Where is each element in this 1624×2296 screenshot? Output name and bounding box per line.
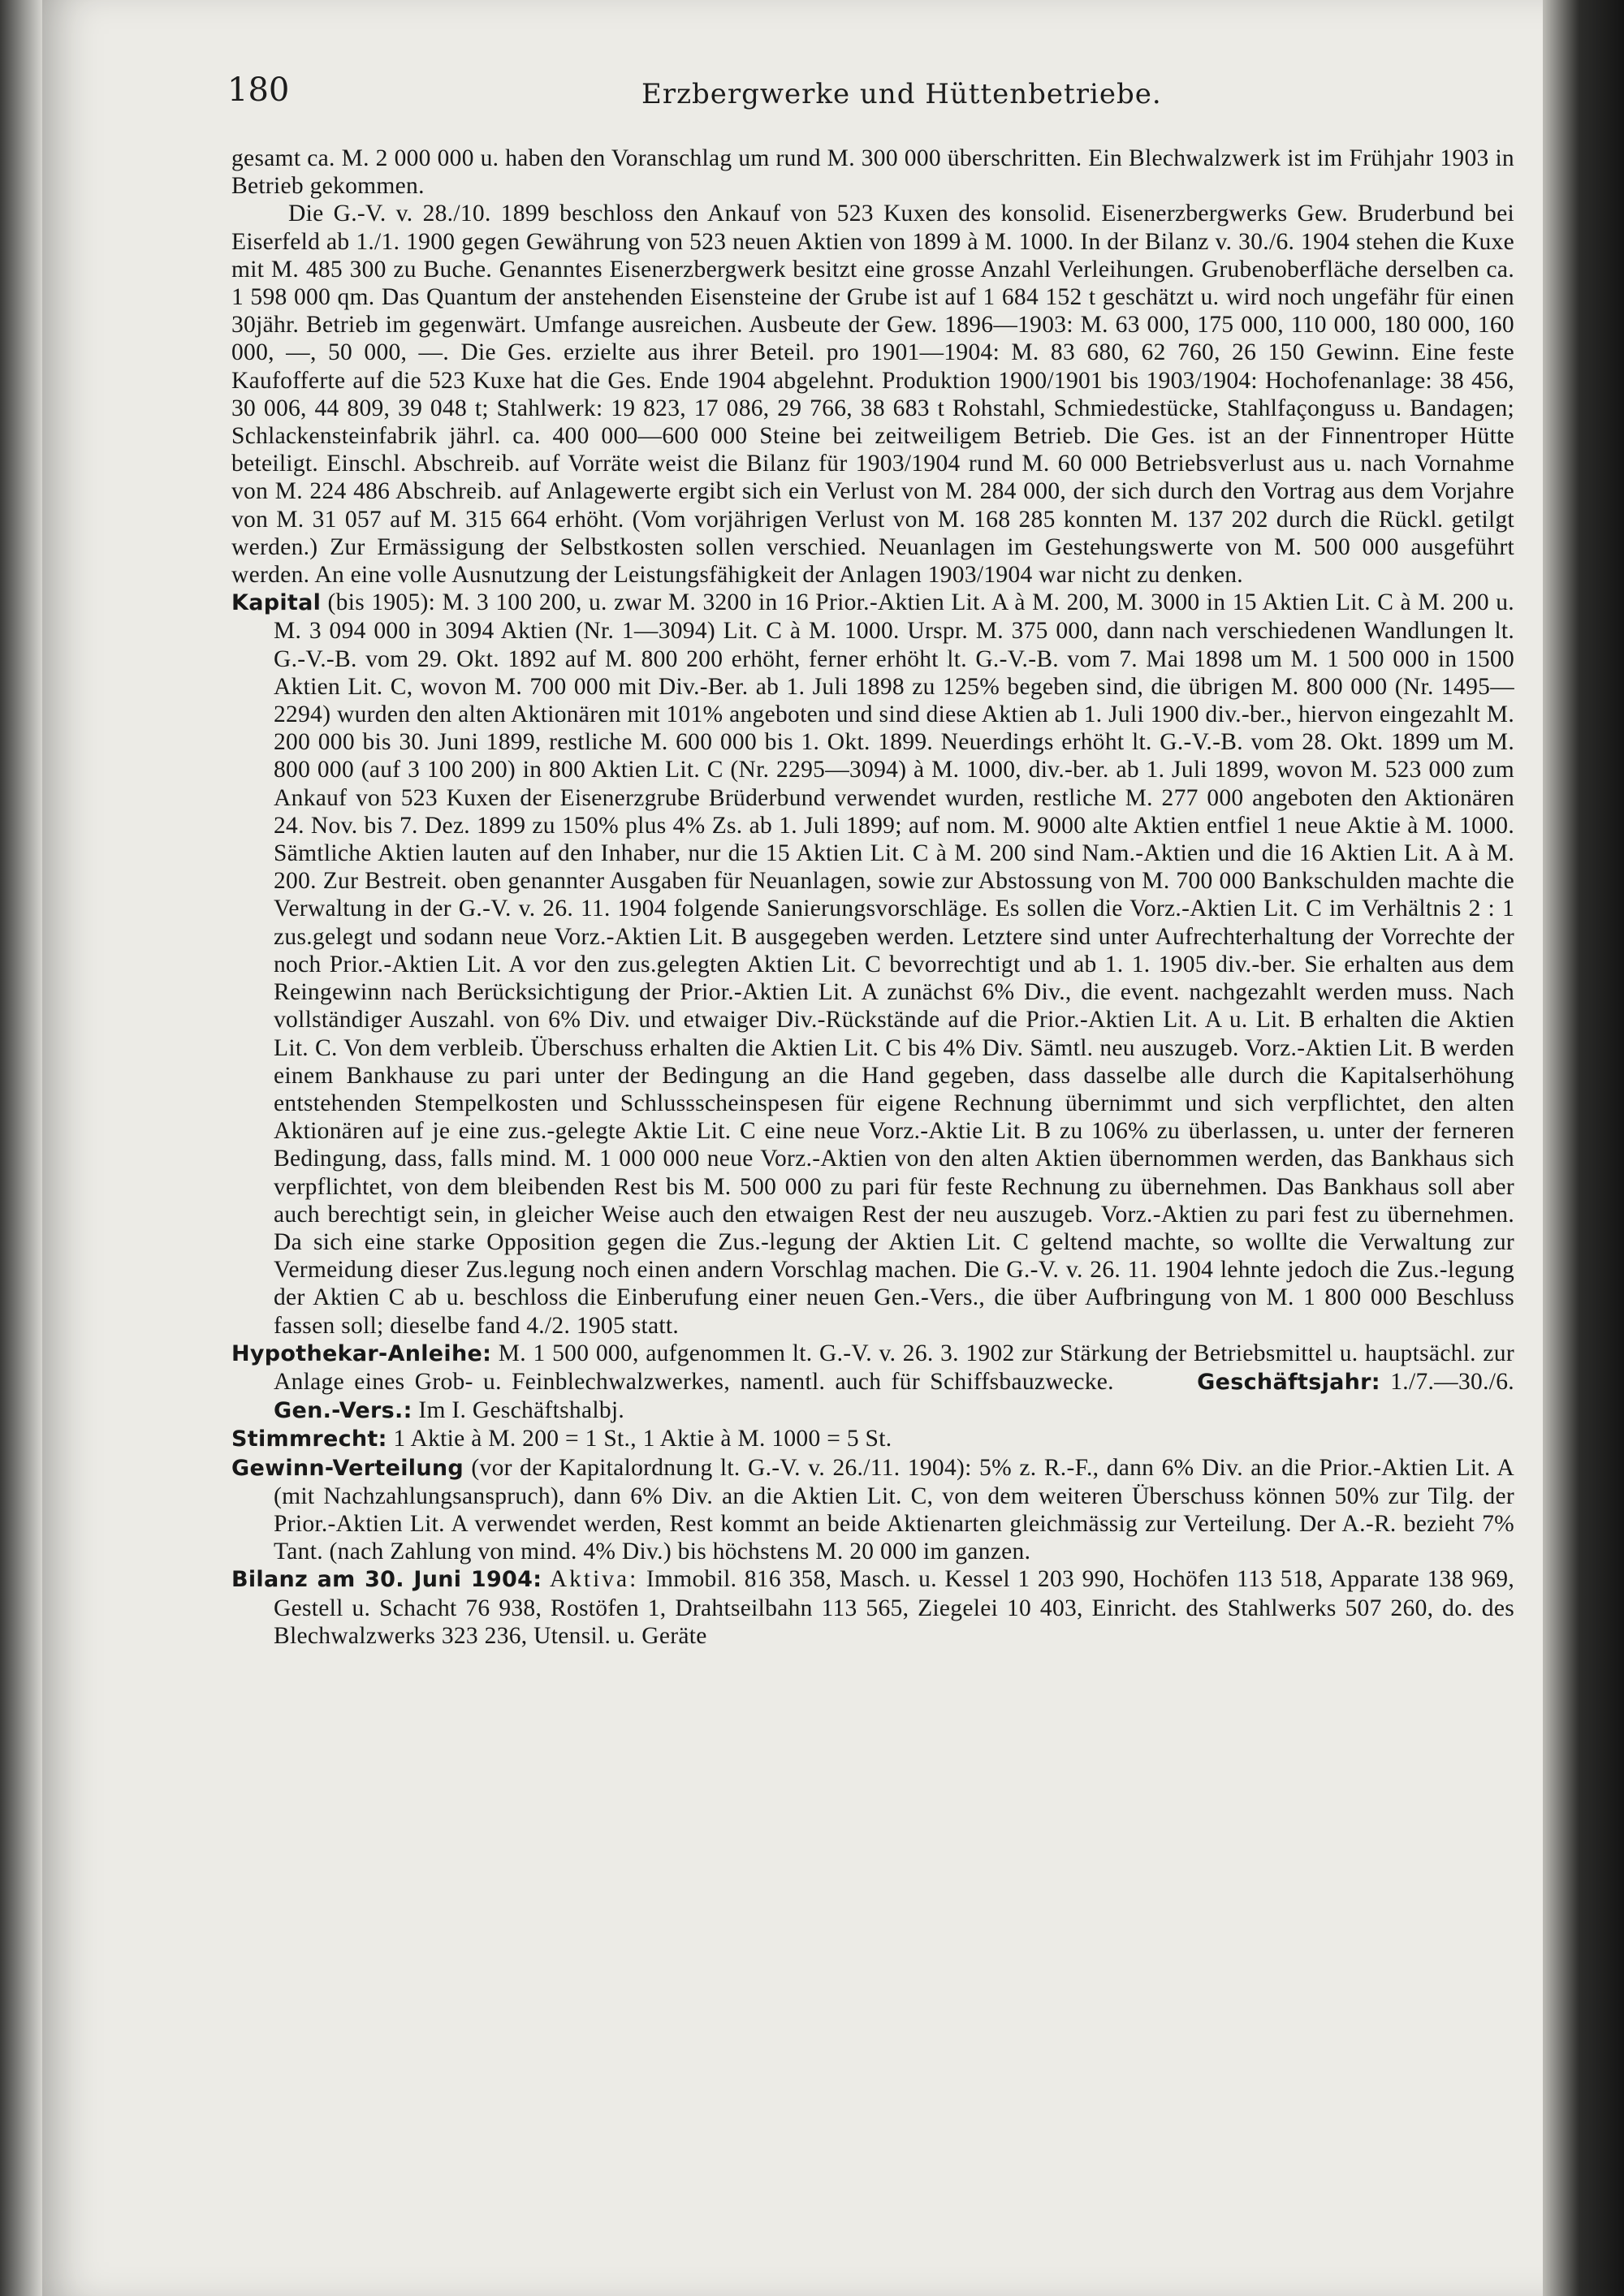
- gewinn-section: [231, 1454, 1514, 1566]
- bilanz-text: Immobil. 816 358, Masch. u. Kessel 1 203 990, Hochöfen 113 518, Apparate 138 969, Gestell u. Schacht 76 938, Rostöfen 1, Drahtseilbahn 113 565, Ziegelei 10 403, Einricht. des Stahlwerks 507 260, do. des Blechwalzwerks 323 236, Utensil. u. Geräte: [274, 1566, 1514, 1649]
- geschaeftsjahr-heading: Geschäftsjahr:: [1197, 1369, 1380, 1395]
- hypothekar-heading: Hypothekar-Anleihe:: [231, 1340, 492, 1366]
- geschaeftsjahr-text: 1./7.—30./6.: [1390, 1368, 1514, 1395]
- aktiva-label: Aktiva:: [549, 1566, 639, 1593]
- gv-paragraph: Die G.-V. v. 28./10. 1899 beschloss den Ankauf von 523 Kuxen des konsolid. Eisenerzbergwerks Gew. Bruderbund bei Eiserfeld ab 1./1. 1900 gegen Gewährung von 523 neuen Aktien von 1899 à M. 1000. In der Bilanz v. 30./6. 1904 stehen die Kuxe mit M. 485 300 zu Buche. Genanntes Eisenerzbergwerk besitzt eine grosse Anzahl Verleihungen. Grubenoberfläche derselben ca. 1 598 000 qm. Das Quantum der anstehenden Eisensteine der Grube ist auf 1 684 152 t geschätzt u. wird noch ungefähr für einen 30jähr. Betrieb im gegenwärt. Umfange ausreichen. Ausbeute der Gew. 1896—1903: M. 63 000, 175 000, 110 000, 180 000, 160 000, —, 50 000, —. Die Ges. erzielte aus ihrer Beteil. pro 1901—1904: M. 83 680, 62 760, 26 150 Gewinn. Eine feste Kaufofferte auf die 523 Kuxe hat die Ges. Ende 1904 abgelehnt. Produktion 1900/1901 bis 1903/1904: Hochofenanlage: 38 456, 30 006, 44 809, 39 048 t; Stahlwerk: 19 823, 17 086, 29 766, 38 683 t Rohstahl, Schmiedestücke, Stahlfaçonguss u. Bandagen; Schlackensteinfabrik jährl. ca. 400 000—600 000 Steine bei zeitweiligem Betrieb. Die Ges. ist an der Finnentroper Hütte beteiligt. Einschl. Abschreib. auf Vorräte weist die Bilanz für 1903/1904 rund M. 60 000 Betriebsverlust aus u. nach Vornahme von M. 224 486 Abschreib. auf Anlagewerte ergibt sich ein Verlust von M. 284 000, der sich durch den Vortrag aus dem Vorjahre von M. 31 057 auf M. 315 664 erhöht. (Vom vorjährigen Verlust von M. 168 285 konnten M. 137 202 durch die Rückl. getilgt werden.) Zur Ermässigung der Selbstkosten sollen verschied. Neuanlagen im Gestehungswerte von M. 500 000 ausgeführt werden. An eine volle Ausnutzung der Leistungsfähigkeit der Anlagen 1903/1904 war nicht zu denken.: [231, 201, 1514, 589]
- hypothekar-section: [231, 1340, 1514, 1426]
- gen-vers-heading: Gen.-Vers.:: [274, 1398, 412, 1424]
- hypothekar-text: M. 1 500 000, aufgenommen lt. G.-V. v. 26. 3. 1902 zur Stärkung der Betriebsmittel u. hauptsächl. zur Anlage eines Grob- u. Feinblechwalzwerkes, namentl. auch für Schiffsbauzwecke.: [274, 1340, 1514, 1395]
- gen-vers-text: Im I. Geschäftshalbj.: [418, 1397, 625, 1424]
- stimmrecht-section: [231, 1425, 1514, 1453]
- scan-right-edge: [1543, 0, 1624, 2296]
- running-title: Erzbergwerke und Hüttenbetriebe.: [641, 78, 1162, 110]
- gewinn-text: (vor der Kapitalordnung lt. G.-V. v. 26./11. 1904): 5% z. R.-F., dann 6% Div. an die Prior.-Aktien Lit. A (mit Nachzahlungsanspruch), dann 6% Div. an die Aktien Lit. C, von dem weiteren Überschuss können 50% zur Tilg. der Prior.-Aktien Lit. A verwendet werden, Rest kommt an beide Aktienarten gleichmässig zur Verteilung. Der A.-R. bezieht 7% Tant. (nach Zahlung von mind. 4% Div.) bis höchstens M. 20 000 im ganzen.: [274, 1454, 1514, 1565]
- bilanz-section: [231, 1565, 1514, 1650]
- page-body: [231, 145, 1514, 1650]
- stimmrecht-text: 1 Aktie à M. 200 = 1 St., 1 Aktie à M. 1000 = 5 St.: [393, 1426, 892, 1452]
- stimmrecht-heading: Stimmrecht:: [231, 1426, 387, 1452]
- bilanz-heading: Bilanz am 30. Juni 1904:: [231, 1567, 542, 1593]
- page-header: [187, 71, 1518, 112]
- kapital-section: [231, 589, 1514, 1339]
- intro-paragraph: gesamt ca. M. 2 000 000 u. haben den Voranschlag um rund M. 300 000 überschritten. Ein Blechwalzwerk ist im Frühjahr 1903 in Betrieb gekommen.: [231, 145, 1514, 200]
- kapital-text: (bis 1905): M. 3 100 200, u. zwar M. 3200 in 16 Prior.-Aktien Lit. A à M. 200, M. 3000 in 15 Aktien Lit. C à M. 200 u. M. 3 094 000 in 3094 Aktien (Nr. 1—3094) Lit. C à M. 1000. Urspr. M. 375 000, dann nach verschiedenen Wandlungen lt. G.-V.-B. vom 29. Okt. 1892 auf M. 800 200 erhöht, ferner erhöht lt. G.-V.-B. vom 7. Mai 1898 um M. 1 500 000 in 1500 Aktien Lit. C, wovon M. 700 000 mit Div.-Ber. ab 1. Juli 1898 zu 125% begeben sind, die übrigen M. 800 000 (Nr. 1495—2294) wurden den alten Aktionären mit 101% angeboten und sind diese Aktien ab 1. Juli 1900 div.-ber., hiervon eingezahlt M. 200 000 bis 30. Juni 1899, restliche M. 600 000 bis 1. Okt. 1899. Neuerdings erhöht lt. G.-V.-B. vom 28. Okt. 1899 um M. 800 000 (auf 3 100 200) in 800 Aktien Lit. C (Nr. 2295—3094) à M. 1000, div.-ber. ab 1. Juli 1899, wovon M. 523 000 zum Ankauf von 523 Kuxen der Eisenerzgrube Brüderbund verwendet wurden, restliche M. 277 000 angeboten den Aktionären 24. Nov. bis 7. Dez. 1899 zu 150% plus 4% Zs. ab 1. Juli 1899; auf nom. M. 9000 alte Aktien entfiel 1 neue Aktie à M. 1000. Sämtliche Aktien lauten auf den Inhaber, nur die 15 Aktien Lit. C à M. 200 sind Nam.-Aktien und die 16 Aktien Lit. A à M. 200. Zur Bestreit. oben genannter Ausgaben für Neuanlagen, sowie zur Abstossung von M. 700 000 Bankschulden machte die Verwaltung in der G.-V. v. 26. 11. 1904 folgende Sanierungsvorschläge. Es sollen die Vorz.-Aktien Lit. C im Verhältnis 2 : 1 zus.gelegt und sodann neue Vorz.-Aktien Lit. B ausgegeben werden. Letztere sind unter Aufrechterhaltung der Vorrechte der noch Prior.-Aktien Lit. A vor den zus.gelegten Aktien Lit. C bevorrechtigt und ab 1. 1. 1905 div.-ber. Sie erhalten aus dem Reingewinn nach Berücksichtigung der Prior.-Aktien Lit. A zunächst 6% Div., die event. nachgezahlt werden muss. Nach vollständiger Auszahl. von 6% Div. und etwaiger Div.-Rückstände auf die Prior.-Aktien Lit. A u. Lit. B erhalten die Aktien Lit. C. Von dem verbleib. Überschuss erhalten die Aktien Lit. C bis 4% Div. Sämtl. neu auszugeb. Vorz.-Aktien Lit. B werden einem Bankhause zu pari unter der Bedingung an die Hand gegeben, dass dasselbe alle durch die Kapitalserhöhung entstehenden Stempelkosten und Schlussscheinspesen für eigene Rechnung übernimmt und sich verpflichtet, den alten Aktionären auf je eine zus.-gelegte Aktie Lit. C eine neue Vorz.-Aktie Lit. B zu 106% zu überlassen, u. unter der ferneren Bedingung, dass, falls mind. M. 1 000 000 neue Vorz.-Aktien von den alten Aktien übernommen werden, das Bankhaus sich verpflichtet, von dem bleibenden Rest bis M. 500 000 zu pari für feste Rechnung zu übernehmen. Das Bankhaus soll aber auch berechtigt sein, in gleicher Weise auch den etwaigen Rest der neu auszugeb. Vorz.-Aktien zu pari fest zu übernehmen. Da sich eine starke Opposition gegen die Zus.-legung der Aktien Lit. C geltend machte, so wollte die Verwaltung zur Vermeidung dieser Zus.legung noch einen andern Vorschlag machen. Die G.-V. v. 26. 11. 1904 lehnte jedoch die Zus.-legung der Aktien C ab u. beschloss die Einberufung einer neuen Gen.-Vers., die über Aufbringung von M. 1 800 000 Beschluss fassen soll; dieselbe fand 4./2. 1905 statt.: [274, 589, 1514, 1339]
- kapital-heading: Kapital: [231, 590, 322, 616]
- scan-left-edge: [0, 0, 42, 2296]
- gewinn-heading: Gewinn-Verteilung: [231, 1455, 464, 1481]
- page-number: 180: [227, 71, 290, 109]
